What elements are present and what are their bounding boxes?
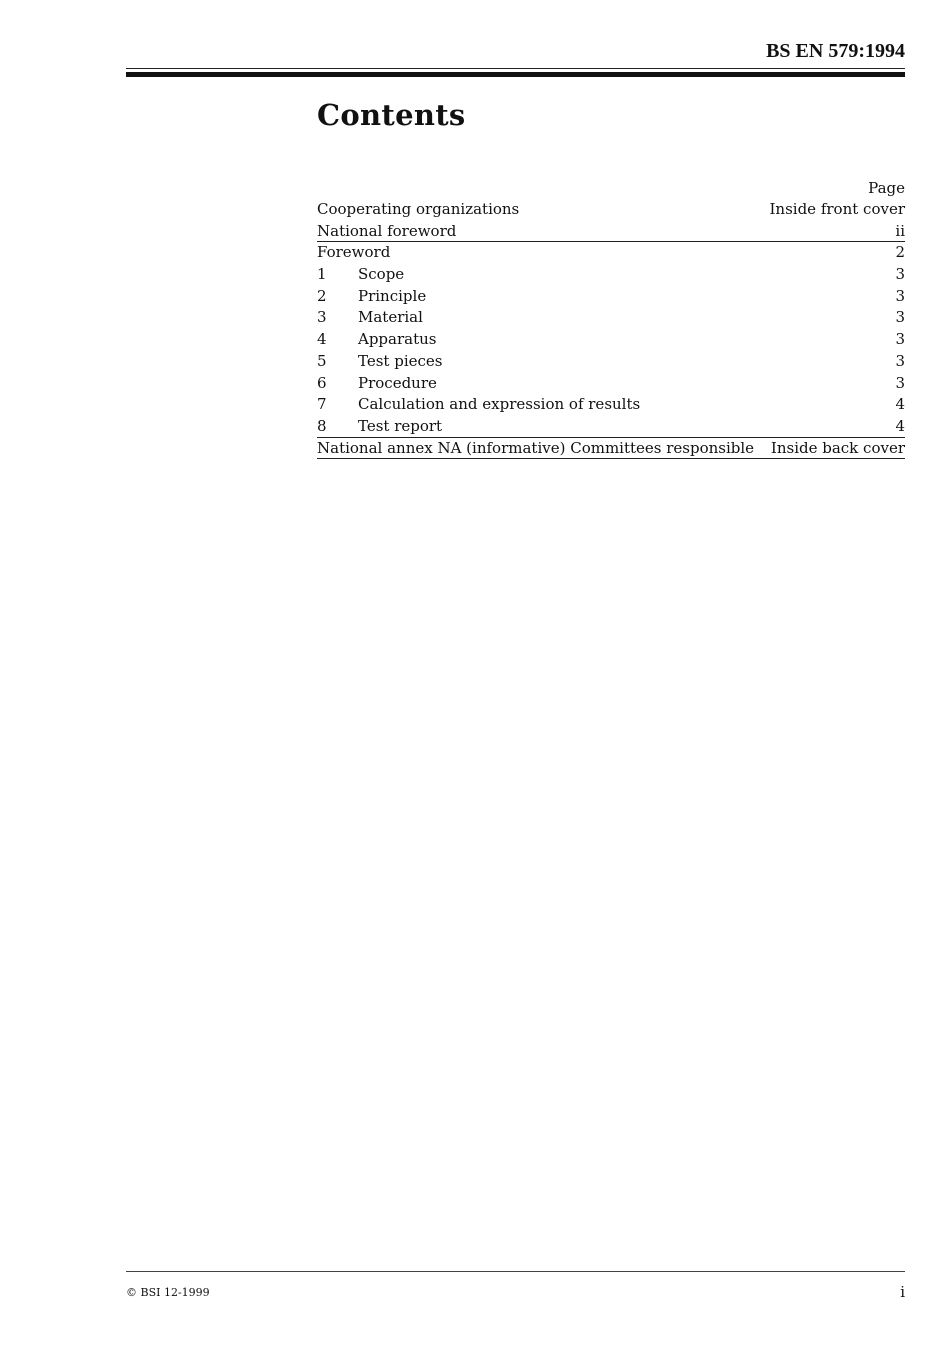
toc-entry-page: 4 [895, 395, 905, 414]
toc-entry-section-5[interactable] [317, 351, 905, 373]
table-of-contents [317, 178, 905, 459]
toc-entry-label: Procedure [358, 373, 437, 392]
toc-entry-page: Inside back cover [770, 438, 905, 457]
toc-entry-label: Scope [358, 265, 405, 284]
toc-entry-label: National annex NA (informative) Committees responsible [317, 438, 755, 457]
toc-entry-page: 3 [895, 351, 905, 370]
toc-entry-section-1[interactable] [317, 264, 905, 286]
toc-entry-section-7[interactable] [317, 394, 905, 416]
toc-entry-label: Calculation and expression of results [358, 395, 641, 414]
toc-section-number: 2 [317, 286, 327, 305]
toc-entry-label: Cooperating organizations [317, 200, 520, 218]
toc-entry-section-6[interactable] [317, 373, 905, 395]
toc-entry-label: Apparatus [358, 330, 437, 349]
toc-entry-cooperating-organizations[interactable] [317, 199, 905, 221]
toc-section-number: 5 [317, 351, 327, 370]
toc-entry-page: 3 [895, 373, 905, 392]
footer-page-number: i [900, 1283, 905, 1301]
toc-entry-national-annex[interactable] [317, 438, 905, 460]
toc-section-number: 3 [317, 308, 327, 327]
toc-entry-section-3[interactable] [317, 307, 905, 329]
document-id: BS EN 579:1994 [766, 40, 905, 62]
toc-entry-label: Test pieces [358, 351, 443, 370]
header-rule-thin [126, 68, 905, 69]
footer-copyright: © BSI 12-1999 [126, 1286, 210, 1299]
toc-entry-label: National foreword [317, 221, 457, 240]
toc-section-number: 7 [317, 395, 327, 414]
toc-entry-page: ii [895, 221, 905, 240]
toc-entry-national-foreword[interactable] [317, 221, 905, 243]
toc-entry-page: 3 [895, 265, 905, 284]
toc-entry-label: Foreword [317, 243, 391, 262]
toc-page-column-label: Page [868, 179, 905, 197]
footer-rule [126, 1271, 905, 1272]
toc-entry-section-2[interactable] [317, 286, 905, 308]
toc-entry-page: 3 [895, 286, 905, 305]
toc-entry-page: 4 [895, 416, 905, 435]
toc-section-number: 4 [317, 330, 327, 349]
page-title: Contents [317, 98, 466, 132]
toc-entry-label: Principle [358, 286, 427, 305]
toc-section-number: 1 [317, 265, 327, 284]
toc-entry-section-4[interactable] [317, 329, 905, 351]
toc-section-number: 8 [317, 416, 327, 435]
toc-entry-label: Material [358, 308, 423, 327]
toc-entry-page: Inside front cover [769, 200, 905, 218]
toc-entry-foreword[interactable] [317, 242, 905, 264]
toc-entry-page: 3 [895, 308, 905, 327]
toc-entry-page: 2 [895, 243, 905, 262]
toc-entry-section-8[interactable] [317, 416, 905, 438]
toc-entry-page: 3 [895, 330, 905, 349]
toc-section-number: 6 [317, 373, 327, 392]
toc-entry-label: Test report [358, 416, 443, 435]
header-rule-thick [126, 72, 905, 77]
